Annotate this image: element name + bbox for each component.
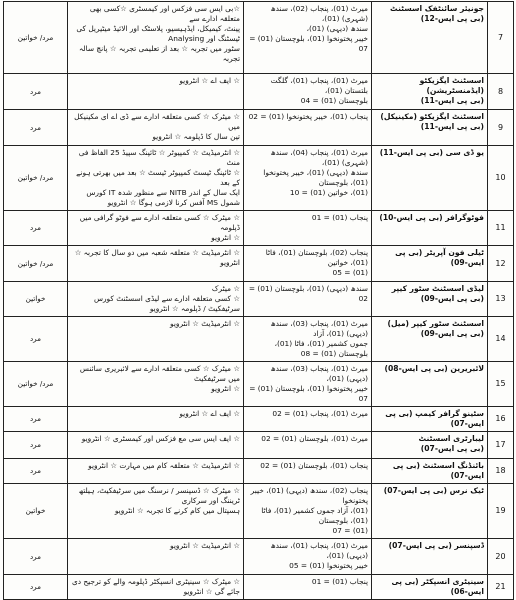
qualification-cell: ☆ انٹرمیڈیٹ ☆ انٹرویو — [68, 539, 244, 575]
table-row — [4, 211, 514, 246]
gender-cell: مرد/ خواتین — [4, 2, 68, 74]
serial-number-cell: 8 — [488, 74, 514, 110]
qualification-cell: ☆ انٹرمیڈیٹ ☆ انٹرویو — [68, 317, 244, 362]
post-title-cell: سٹینو گرافر کیمپ (بی پی ایس-07) — [372, 407, 488, 432]
post-title-cell: ڈسپنسر (بی پی ایس-07) — [372, 539, 488, 575]
qualification-cell: ☆ میٹرک ☆ کسی متعلقہ ادارے سے لائبریری سائنس میں سرٹیفکیٹ ☆ انٹرویو — [68, 362, 244, 407]
table-row — [4, 282, 514, 317]
gender-cell: مرد — [4, 110, 68, 146]
serial-number-cell: 21 — [488, 575, 514, 600]
table-row — [4, 432, 514, 459]
gender-cell: مرد/ خواتین — [4, 146, 68, 211]
serial-number-cell: 7 — [488, 2, 514, 74]
quota-cell: میرٹ (01)، بلوچستان (01) = 02 — [244, 432, 372, 459]
gender-cell: مرد — [4, 317, 68, 362]
quota-cell: سندھ (دیہی) (01)، بلوچستان (01) = 02 — [244, 282, 372, 317]
gender-cell: مرد — [4, 211, 68, 246]
gender-cell: مرد — [4, 74, 68, 110]
post-title-cell: سینیٹری انسپکٹر (بی پی ایس-06) — [372, 575, 488, 600]
quota-cell: میرٹ (01)، پنجاب (01)، گلگت بلتستان (01)، بلوچستان (01) = 04 — [244, 74, 372, 110]
post-title-cell: اسسٹنٹ سٹور کیپر (میل) (بی پی ایس-09) — [372, 317, 488, 362]
serial-number-cell: 9 — [488, 110, 514, 146]
quota-cell: پنجاب (01)، بلوچستان (01) = 02 — [244, 459, 372, 484]
table-row — [4, 2, 514, 74]
serial-number-cell: 15 — [488, 362, 514, 407]
quota-cell: میرٹ (01)، پنجاب (01)، سندھ (دیہی) (01)، خیبر پختونخوا (01) = 05 — [244, 539, 372, 575]
qualification-cell: ☆ انٹرمیڈیٹ ☆ متعلقہ شعبہ میں دو سال کا تجربہ ☆ انٹرویو — [68, 246, 244, 282]
table-row — [4, 575, 514, 600]
table-row — [4, 539, 514, 575]
job-vacancies-table — [3, 1, 514, 600]
quota-cell: میرٹ (01)، پنجاب (04)، سندھ (شہری) (01)، سندھ (دیہی) (01)، خیبر پختونخوا (01)، بلوچستان (01)، خواتین (01) = 10 — [244, 146, 372, 211]
quota-cell: میرٹ (01)، پنجاب (01) = 02 — [244, 407, 372, 432]
qualification-cell: ☆ ایف ایس سی مع فزکس اور کیمسٹری ☆ انٹرویو — [68, 432, 244, 459]
quota-cell: پنجاب (01) = 01 — [244, 575, 372, 600]
serial-number-cell: 12 — [488, 246, 514, 282]
qualification-cell: ☆ میٹرک ☆ کسی متعلقہ ادارے سے لیڈی اسسٹنٹ کورس سرٹیفکیٹ / ڈپلومہ ☆ انٹرویو — [68, 282, 244, 317]
gender-cell: مرد — [4, 432, 68, 459]
table-row — [4, 362, 514, 407]
qualification-cell: ☆ ایف اے ☆ انٹرویو — [68, 74, 244, 110]
qualification-cell: ☆ میٹرک ☆ کسی متعلقہ ادارے سے فوٹو گرافی میں ڈپلومہ ☆ انٹرویو — [68, 211, 244, 246]
quota-cell: پنجاب (02)، سندھ (دیہی) (01)، خیبر پختونخوا (01)، آزاد جموں کشمیر (01)، فاٹا (01)، بلوچستان (01) = 07 — [244, 484, 372, 539]
qualification-cell: ☆ میٹرک ☆ سینیٹری انسپکٹر ڈپلومہ والے کو ترجیح دی جائے گی ☆ انٹرویو — [68, 575, 244, 600]
table-row — [4, 74, 514, 110]
post-title-cell: ٹیک نرس (بی پی ایس-07) — [372, 484, 488, 539]
table-row — [4, 146, 514, 211]
quota-cell: میرٹ (01)، پنجاب (02)، سندھ (شہری) (01)، سندھ (دیہی) (01)، خیبر پختونخوا (01)، بلوچستان (01) = 07 — [244, 2, 372, 74]
gender-cell: خواتین — [4, 282, 68, 317]
post-title-cell: لائبریرین (بی پی ایس-08) — [372, 362, 488, 407]
quota-cell: پنجاب (02)، بلوچستان (01)، فاٹا (01)، خواتین (01) = 05 — [244, 246, 372, 282]
table-row — [4, 317, 514, 362]
table-row — [4, 484, 514, 539]
post-title-cell: جونیئر سائنٹفک اسسٹنٹ (بی پی ایس-12) — [372, 2, 488, 74]
qualification-cell: ☆ انٹرمیڈیٹ ☆ متعلقہ کام میں مہارت ☆ انٹرویو — [68, 459, 244, 484]
table-row — [4, 459, 514, 484]
gender-cell: مرد — [4, 459, 68, 484]
table-row — [4, 407, 514, 432]
quota-cell: پنجاب (01)، خیبر پختونخوا (01) = 02 — [244, 110, 372, 146]
quota-cell: میرٹ (01)، پنجاب (03)، سندھ (دیہی) (01)، خیبر پختونخوا (01)، بلوچستان (01) = 07 — [244, 362, 372, 407]
qualification-cell: ☆ میٹرک ☆ ڈسپنسر / نرسنگ میں سرٹیفکیٹ، ہیلتھ ٹریننگ اور سرکاری ہسپتال میں کام کرنے کا تجربہ ☆ انٹرویو — [68, 484, 244, 539]
serial-number-cell: 11 — [488, 211, 514, 246]
gender-cell: خواتین — [4, 484, 68, 539]
gender-cell: مرد/ خواتین — [4, 362, 68, 407]
serial-number-cell: 19 — [488, 484, 514, 539]
gender-cell: مرد — [4, 407, 68, 432]
post-title-cell: اسسٹنٹ ایگزیکٹو (ایڈمنسٹریشن) (بی پی ایس-11) — [372, 74, 488, 110]
post-title-cell: اسسٹنٹ ایگزیکٹو (مکینیکل) (بی پی ایس-11) — [372, 110, 488, 146]
post-title-cell: لیبارٹری اسسٹنٹ (بی پی ایس-07) — [372, 432, 488, 459]
serial-number-cell: 13 — [488, 282, 514, 317]
gender-cell: مرد — [4, 575, 68, 600]
post-title-cell: ٹیلی فون آپریٹر (بی پی ایس-09) — [372, 246, 488, 282]
quota-cell: پنجاب (01) = 01 — [244, 211, 372, 246]
serial-number-cell: 20 — [488, 539, 514, 575]
serial-number-cell: 14 — [488, 317, 514, 362]
post-title-cell: یو ڈی سی (بی پی ایس-11) — [372, 146, 488, 211]
table-row — [4, 246, 514, 282]
qualification-cell: ☆ میٹرک ☆ کسی متعلقہ ادارے سے ڈی اے ای مکینیکل میں تین سال کا ڈپلومہ ☆ انٹرویو — [68, 110, 244, 146]
table-row — [4, 110, 514, 146]
serial-number-cell: 10 — [488, 146, 514, 211]
qualification-cell: ☆بی ایس سی فزکس اور کیمسٹری ☆کسی بھی متعلقہ ادارے سے پینٹ، کیمیکل، ایڈہیسیو، پلاسٹک اور الائیڈ میٹیریل کی ٹیسٹنگ اور Analysing سٹور میں تجربہ ☆ بعد از تعلیمی تجربہ ☆ پانچ سالہ تجربہ — [68, 2, 244, 74]
qualification-cell: ☆ انٹرمیڈیٹ ☆ کمپیوٹر ☆ ٹائپنگ سپیڈ 25 الفاظ فی منٹ ☆ ٹائپنگ ٹیسٹ کمپیوٹر ٹیسٹ ☆ بعد میں بھرتی ہونے کے بعد ایک سال کے اندر NITB سے منظور شدہ IT کورس شمول MS آفس کرنا لازمی ہوگا ☆ انٹرویو — [68, 146, 244, 211]
gender-cell: مرد/ خواتین — [4, 246, 68, 282]
post-title-cell: لیڈی اسسٹنٹ سٹور کیپر (بی پی ایس-09) — [372, 282, 488, 317]
serial-number-cell: 17 — [488, 432, 514, 459]
post-title-cell: بائنڈنگ اسسٹنٹ (بی پی ایس-07) — [372, 459, 488, 484]
gender-cell: مرد — [4, 539, 68, 575]
serial-number-cell: 16 — [488, 407, 514, 432]
post-title-cell: فوٹوگرافر (بی پی ایس-10) — [372, 211, 488, 246]
serial-number-cell: 18 — [488, 459, 514, 484]
qualification-cell: ☆ ایف اے ☆ انٹرویو — [68, 407, 244, 432]
quota-cell: میرٹ (01)، پنجاب (03)، سندھ (دیہی) (01)، آزاد جموں کشمیر (01)، فاٹا (01)، بلوچستان (01) = 08 — [244, 317, 372, 362]
